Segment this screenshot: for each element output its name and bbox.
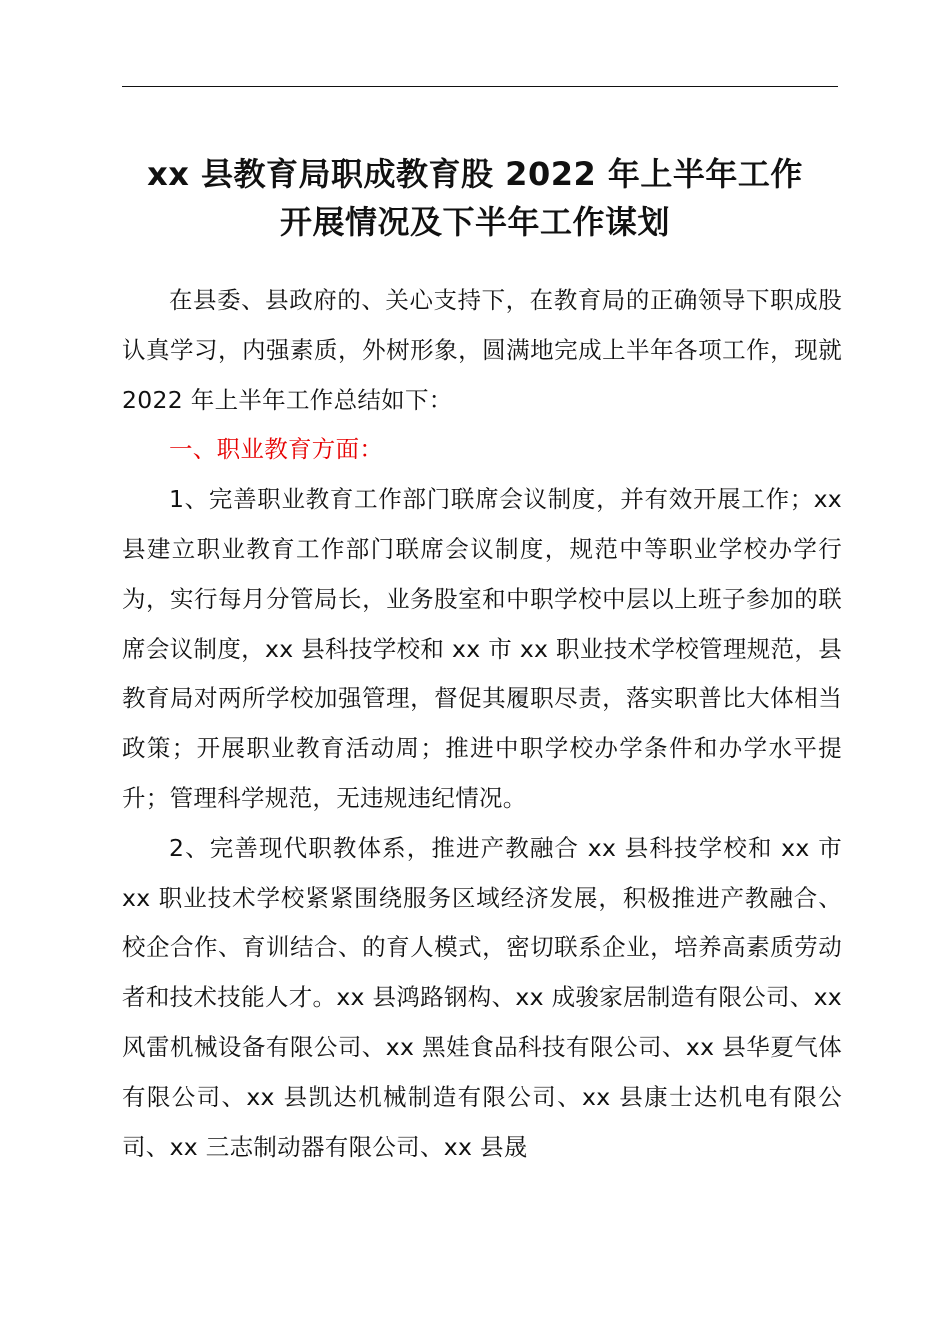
document-title	[100, 150, 850, 246]
title-line-1: xx 县教育局职成教育股 2022 年上半年工作	[147, 155, 803, 193]
paragraph-item-2: 2、完善现代职教体系，推进产教融合 xx 县科技学校和 xx 市 xx 职业技术学校紧紧围绕服务区域经济发展，积极推进产教融合、校企合作、育训结合、的育人模式，密切联系企业，培养高素质劳动者和技术技能人才。xx 县鸿路钢构、xx 成骏家居制造有限公司、xx 风雷机械设备有限公司、xx 黑娃食品科技有限公司、xx 县华夏气体有限公司、xx 县凯达机械制造有限公司、xx 县康士达机电有限公司、xx 三志制动器有限公司、xx 县晟	[122, 833, 842, 1161]
paragraph-item-1: 1、完善职业教育工作部门联席会议制度，并有效开展工作；xx 县建立职业教育工作部门联席会议制度，规范中等职业学校办学行为，实行每月分管局长，业务股室和中职学校中层以上班子参加的联席会议制度，xx 县科技学校和 xx 市 xx 职业技术学校管理规范，县教育局对两所学校加强管理，督促其履职尽责，落实职普比大体相当政策；开展职业教育活动周；推进中职学校办学条件和办学水平提升；管理科学规范，无违规违纪情况。	[122, 485, 842, 812]
intro-paragraph: 在县委、县政府的、关心支持下，在教育局的正确领导下职成股认真学习，内强素质，外树形象，圆满地完成上半年各项工作，现就 2022 年上半年工作总结如下：	[122, 286, 842, 414]
document-body	[122, 276, 842, 1172]
title-line-2: 开展情况及下半年工作谋划	[279, 203, 670, 241]
section-heading-vocational: 一、职业教育方面：	[169, 435, 384, 464]
header-rule	[122, 86, 838, 87]
